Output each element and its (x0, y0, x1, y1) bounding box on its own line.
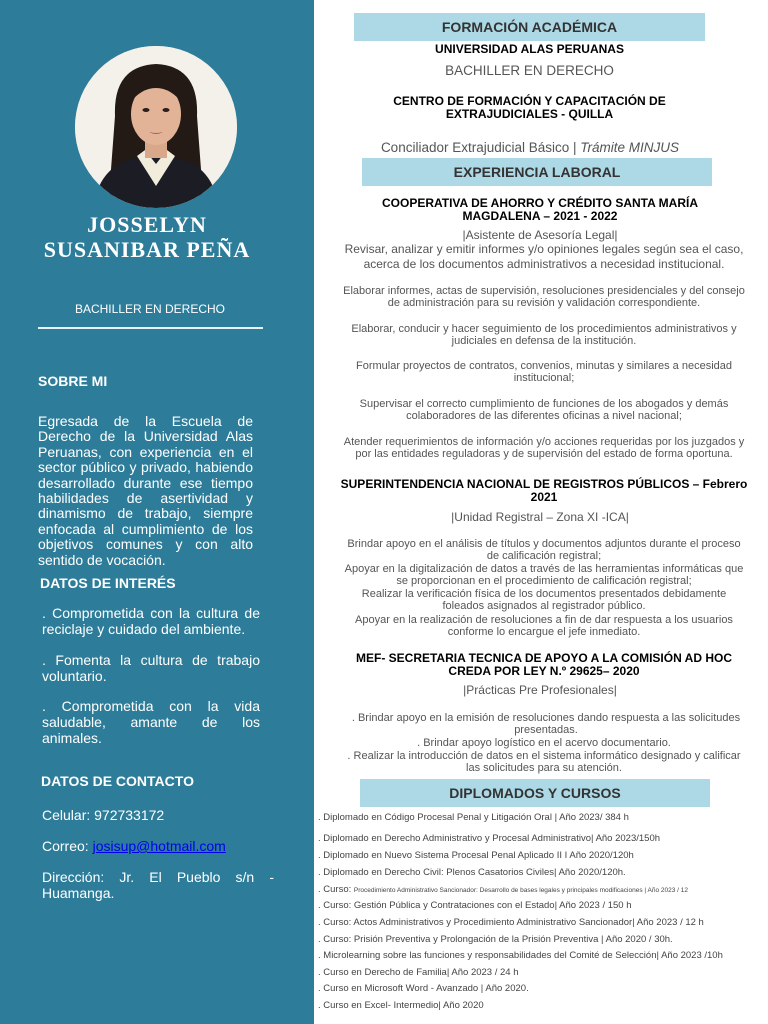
contact-phone: Celular: 972733172 (42, 807, 165, 823)
job-role: |Unidad Registral – Zona XI -ICA| (451, 510, 629, 524)
training-certificate (340, 140, 720, 155)
about-heading: SOBRE MI (38, 373, 108, 389)
course-item: . Microlearning sobre las funciones y responsabilidades del Comité de Selección| Año 2023 /10h (318, 950, 723, 961)
course-item: . Diplomado en Código Procesal Penal y Litigación Oral | Año 2023/ 384 h (318, 812, 629, 823)
course-item: . Diplomado en Derecho Civil: Plenos Casatorios Civiles| Año 2020/120h. (318, 867, 626, 878)
job-org: SUPERINTENDENCIA NACIONAL DE REGISTROS PÚBLICOS – Febrero 2021 (340, 477, 748, 504)
course-item-5 (318, 884, 688, 895)
interests-heading: DATOS DE INTERÉS (40, 575, 176, 591)
job-role: |Asistente de Asesoría Legal| (462, 228, 618, 242)
course-item: . Curso en Excel- Intermedio| Año 2020 (318, 1000, 484, 1011)
candidate-title: BACHILLER EN DERECHO (74, 302, 226, 316)
sidebar (0, 0, 314, 1024)
courses-heading: DIPLOMADOS Y CURSOS (360, 779, 710, 807)
contact-heading: DATOS DE CONTACTO (41, 773, 194, 789)
job-task: Elaborar, conducir y hacer seguimiento de los procedimientos administrativos y judiciales en defensa de la institución. (351, 323, 737, 347)
avatar (75, 46, 237, 208)
job-org: MEF- SECRETARIA TECNICA DE APOYO A LA COMISIÓN AD HOC CREDA POR LEY N.º 29625– 2020 (355, 651, 732, 678)
job-task: Formular proyectos de contratos, convenios, minutas y similares a necesidad institucional; (355, 360, 732, 384)
about-text: Egresada de la Escuela de Derecho de la Universidad Alas Peruanas, con experiencia en el sector público y privado, habiendo desarrollado durante ese tiempo habilidades de asertividad y dinamismo de trabajo, siempre enfocada al cumplimiento de los objetivos comunes y con alto sentido de vocación. (38, 413, 253, 568)
interest-item: . Comprometida con la vida saludable, amante de los animales. (42, 698, 260, 746)
course-item: . Curso: Actos Administrativos y Procedimiento Administrativo Sancionador| Año 2023 / 12 h (318, 917, 704, 928)
job-task: . Realizar la introducción de datos en el sistema informático designado y calificar las solicitudes para su atención. (347, 750, 741, 774)
job-task: Elaborar informes, actas de supervisión, resoluciones presidenciales y del consejo de administración para su revisión y validación correspondiente. (343, 285, 745, 309)
contact-address: Dirección: Jr. El Pueblo s/n - Huamanga. (42, 869, 274, 901)
sidebar-divider (38, 327, 263, 329)
contact-email-link[interactable]: josisup@hotmail.com (92, 838, 226, 854)
name-line-2: SUSANIBAR PEÑA (43, 237, 251, 262)
education-heading: FORMACIÓN ACADÉMICA (354, 13, 705, 41)
degree-text: BACHILLER EN DERECHO (445, 63, 614, 78)
profile-photo (75, 46, 237, 208)
contact-email-row (42, 838, 272, 854)
job-task: Supervisar el correcto cumplimiento de funciones de los abogados y demás colaboradores de las diferentes oficinas a nivel nacional; (359, 398, 729, 422)
job-org: COOPERATIVA DE AHORRO Y CRÉDITO SANTA MARÍA MAGDALENA – 2021 - 2022 (381, 196, 699, 223)
job-description: Revisar, analizar y emitir informes y/o opiniones legales según sea el caso, acerca de los documentos administrativos a necesidad institucional. (344, 242, 744, 271)
course-item: . Curso: Prisión Preventiva y Prolongación de la Prisión Preventiva | Año 2020 / 30h. (318, 934, 673, 945)
course-item: . Curso: Gestión Pública y Contrataciones con el Estado| Año 2023 / 150 h (318, 900, 632, 911)
job-task: Brindar apoyo en el análisis de títulos y documentos adjuntos durante el proceso de calificación registral; (347, 538, 741, 562)
interest-item: . Fomenta la cultura de trabajo voluntario. (42, 652, 260, 684)
course-item: . Curso en Microsoft Word - Avanzado | Año 2020. (318, 983, 529, 994)
interest-item: . Comprometida con la cultura de reciclaje y cuidado del ambiente. (42, 605, 260, 637)
course-item: . Diplomado en Nuevo Sistema Procesal Penal Aplicado II I Año 2020/120h (318, 850, 634, 861)
certificate-note: Trámite MINJUS (580, 140, 680, 155)
job-task: . Brindar apoyo logístico en el acervo documentario. (417, 737, 671, 749)
contact-email-label: Correo: (42, 838, 93, 854)
job-role: |Prácticas Pre Profesionales| (463, 683, 617, 697)
name-line-1: JOSSELYN (87, 212, 207, 237)
experience-heading: EXPERIENCIA LABORAL (362, 158, 712, 186)
job-task: Apoyar en la digitalización de datos a través de las herramientas informáticas que se proporcionan en el procedimiento de calificación registral; (344, 563, 744, 587)
training-center-name: CENTRO DE FORMACIÓN Y CAPACITACIÓN DE EXTRAJUDICIALES - QUILLA (393, 94, 666, 121)
job-task: . Brindar apoyo en la emisión de resoluciones dando respuesta a las solicitudes presentadas. (351, 712, 741, 736)
job-task: Atender requerimientos de información y/o acciones requeridas por los juzgados y por las entidades reguladoras y de supervisión del estado de forma oportuna. (343, 436, 745, 460)
job-task: Apoyar en la realización de resoluciones a fin de dar respuesta a los usuarios conforme lo encargue el jefe inmediato. (355, 614, 733, 638)
course-item: . Curso en Derecho de Familia| Año 2023 / 24 h (318, 967, 519, 978)
course-item-detail: Procedimiento Administrativo Sancionador: Desarrollo de bases legales y principales modificaciones | Año 2023 / 12 (353, 887, 689, 894)
certificate-label: Conciliador Extrajudicial Básico | (380, 140, 581, 155)
job-task: Realizar la verificación física de los documentos presentados debidamente foleados asignados al registrador público. (361, 588, 727, 612)
course-item: . Diplomado en Derecho Administrativo y Procesal Administrativo| Año 2023/150h (318, 833, 661, 844)
course-item-prefix: . Curso: (318, 884, 354, 895)
university-name: UNIVERSIDAD ALAS PERUANAS (435, 42, 624, 56)
candidate-name (0, 212, 294, 262)
